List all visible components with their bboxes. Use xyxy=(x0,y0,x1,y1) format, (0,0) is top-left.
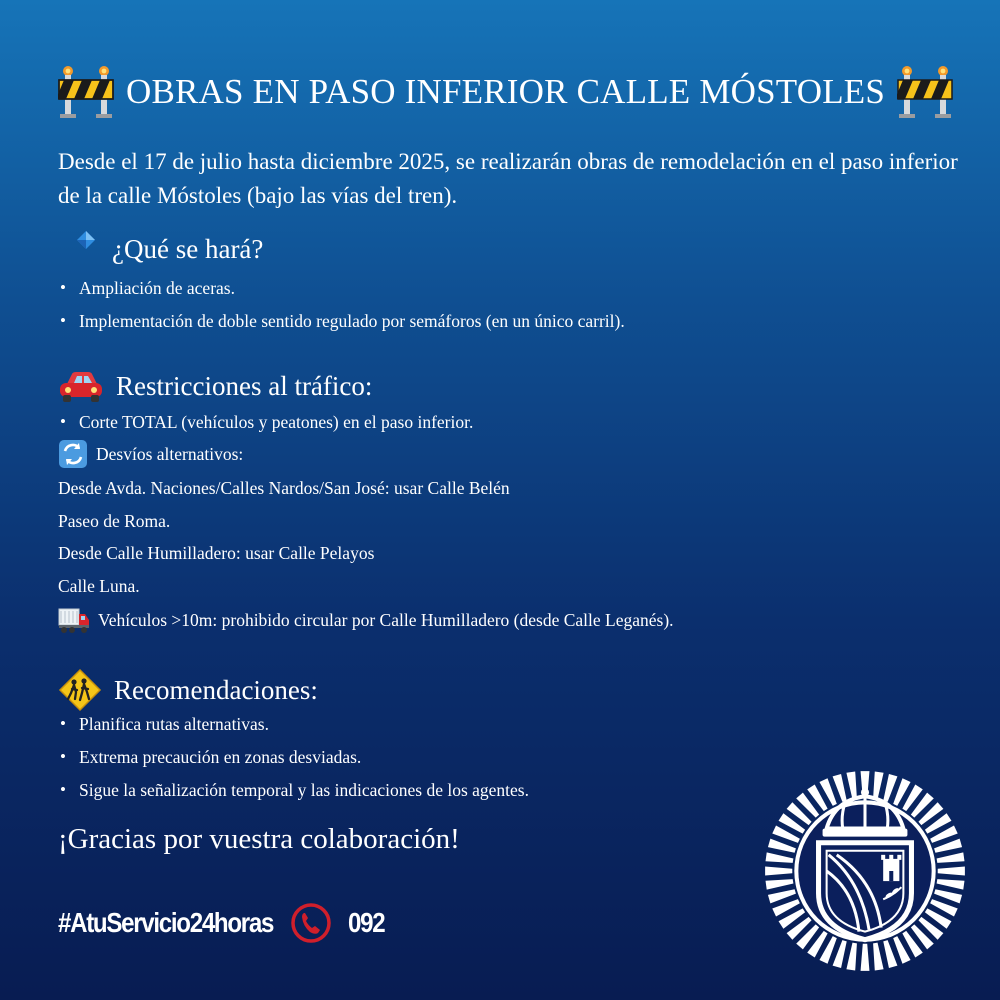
hashtag: #AtuServicio24horas xyxy=(58,907,274,938)
construction-barrier-icon xyxy=(58,64,114,120)
detour-line: Desde Calle Humilladero: usar Calle Pelayos xyxy=(58,543,375,563)
page-header xyxy=(58,62,948,122)
car-icon xyxy=(58,366,104,406)
detour-line: Desde Avda. Naciones/Calles Nardos/San José: usar Calle Belén xyxy=(58,478,510,498)
list-item: • Ampliación de aceras. xyxy=(58,278,625,311)
works-list xyxy=(58,278,625,344)
list-item: • Corte TOTAL (vehículos y peatones) en el paso inferior. xyxy=(58,412,473,445)
page-title: OBRAS EN PASO INFERIOR CALLE MÓSTOLES xyxy=(126,72,886,111)
section-traffic-heading xyxy=(58,366,372,406)
detours-label: Desvíos alternativos: xyxy=(96,444,244,464)
phone-icon xyxy=(290,902,332,944)
detour-line: Calle Luna. xyxy=(58,576,140,596)
municipal-police-emblem-icon xyxy=(764,770,966,972)
detours-label-row xyxy=(58,439,243,469)
closing-message: ¡Gracias por vuestra colaboración! xyxy=(58,823,460,855)
construction-barrier-icon xyxy=(897,64,953,120)
list-item: • Sigue la señalización temporal y las indicaciones de los agentes. xyxy=(58,780,529,813)
truck-restriction-row xyxy=(58,605,674,635)
emergency-phone-number: 092 xyxy=(348,907,385,938)
recommendations-list xyxy=(58,714,529,813)
blue-diamond-icon xyxy=(72,228,100,256)
footer xyxy=(58,902,390,944)
detour-line: Paseo de Roma. xyxy=(58,511,171,531)
section-recommendations-title: Recomendaciones: xyxy=(114,674,318,705)
section-works-title: ¿Qué se hará? xyxy=(112,234,264,264)
section-recommendations-heading xyxy=(58,668,318,712)
list-item: • Planifica rutas alternativas. xyxy=(58,714,529,747)
section-works-heading xyxy=(72,234,263,265)
list-item: • Implementación de doble sentido regulado por semáforos (en un único carril). xyxy=(58,311,625,344)
section-traffic-title: Restricciones al tráfico: xyxy=(116,370,373,401)
truck-restriction-text: Vehículos >10m: prohibido circular por Calle Humilladero (desde Calle Leganés). xyxy=(98,610,674,630)
intro-paragraph: Desde el 17 de julio hasta diciembre 2025, se realizarán obras de remodelación en el paso inferior de la calle Móstoles (bajo las vías del tren). xyxy=(58,149,958,208)
arrows-cycle-icon xyxy=(58,439,88,469)
truck-icon xyxy=(58,605,90,635)
list-item: • Extrema precaución en zonas desviadas. xyxy=(58,747,529,780)
children-crossing-icon xyxy=(58,668,102,712)
